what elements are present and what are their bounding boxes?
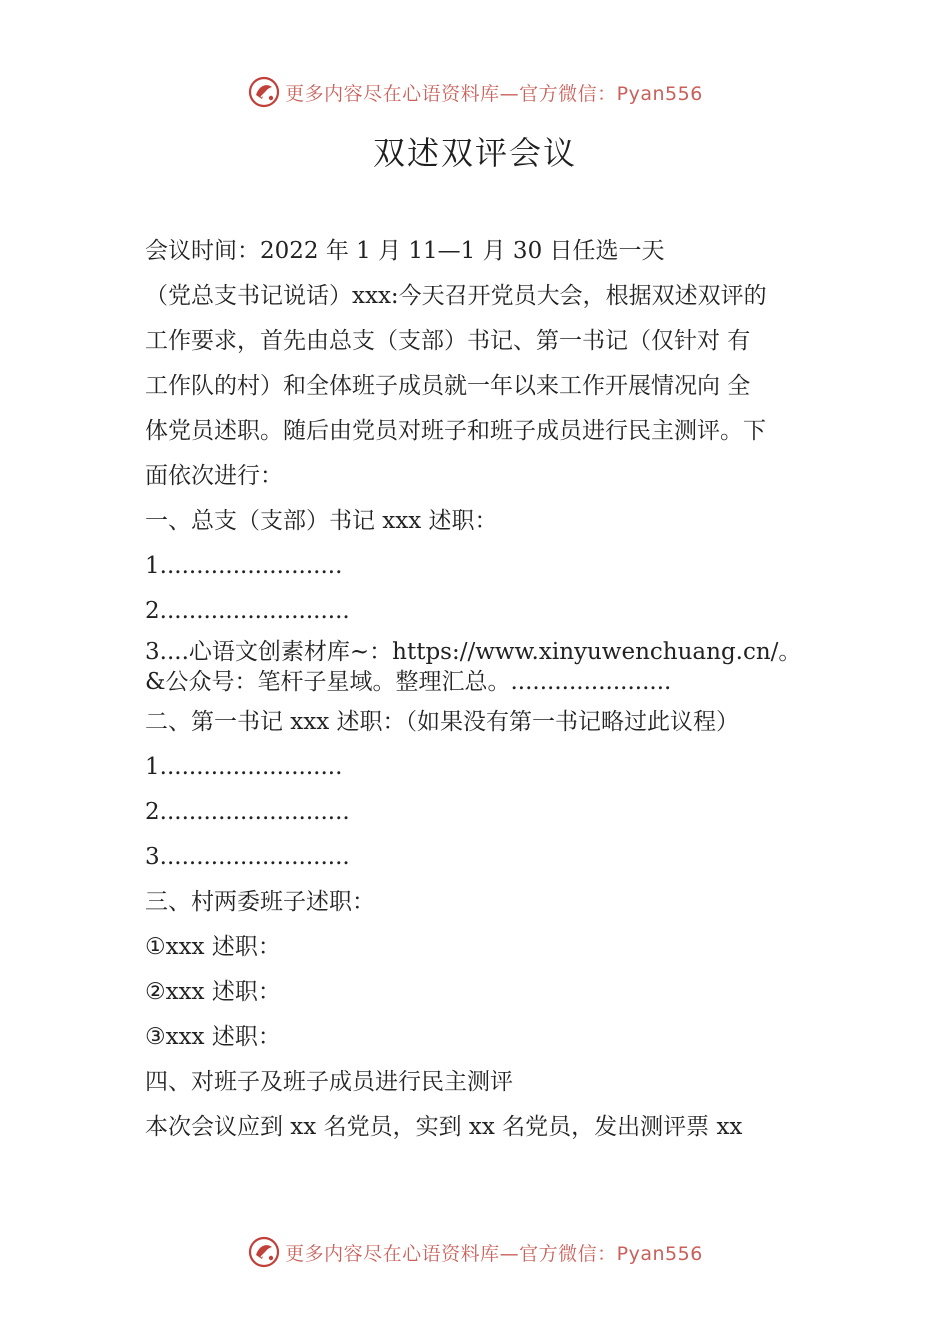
paragraph-line: 面依次进行： — [145, 463, 283, 489]
list-item: 1......................... — [145, 553, 343, 579]
section-heading-1: 一、总支（支部）书记 xxx 述职： — [145, 508, 498, 534]
paragraph-line: 工作队的村）和全体班子成员就一年以来工作开展情况向 全 — [145, 373, 751, 399]
banner-text: 更多内容尽在心语资料库—官方微信：Pyan556 — [285, 82, 703, 105]
logo-icon — [247, 1235, 281, 1269]
paragraph-line: （党总支书记说话）xxx:今天召开党员大会，根据双述双评的 — [145, 283, 767, 309]
list-item: ③xxx 述职： — [145, 1024, 281, 1050]
list-item: 2.......................... — [145, 799, 350, 825]
list-item: 3....心语文创素材库~：https://www.xinyuwenchuang.cn/。 — [145, 639, 802, 665]
list-item: ①xxx 述职： — [145, 934, 281, 960]
paragraph-line: 体党员述职。随后由党员对班子和班子成员进行民主测评。下 — [145, 418, 766, 444]
list-item: 2.......................... — [145, 598, 350, 624]
list-item: ②xxx 述职： — [145, 979, 281, 1005]
document-title: 双述双评会议 — [372, 134, 577, 172]
list-item: 1......................... — [145, 754, 343, 780]
paragraph-line: 工作要求，首先由总支（支部）书记、第一书记（仅针对 有 — [145, 328, 751, 354]
section-heading-4: 四、对班子及班子成员进行民主测评 — [145, 1069, 513, 1095]
footer-banner — [0, 1232, 950, 1272]
list-item-continuation: &公众号：笔杆子星域。整理汇总。...................... — [145, 669, 672, 695]
list-item: 3.......................... — [145, 844, 350, 870]
banner-text: 更多内容尽在心语资料库—官方微信：Pyan556 — [285, 1242, 703, 1265]
paragraph-line: 本次会议应到 xx 名党员，实到 xx 名党员，发出测评票 xx — [145, 1114, 743, 1140]
section-heading-3: 三、村两委班子述职： — [145, 889, 375, 915]
header-banner — [0, 72, 950, 112]
logo-icon — [247, 75, 281, 109]
document-body — [145, 229, 845, 1150]
section-heading-2: 二、第一书记 xxx 述职：（如果没有第一书记略过此议程） — [145, 709, 740, 735]
meeting-time-line: 会议时间：2022 年 1 月 11—1 月 30 日任选一天 — [145, 238, 665, 264]
